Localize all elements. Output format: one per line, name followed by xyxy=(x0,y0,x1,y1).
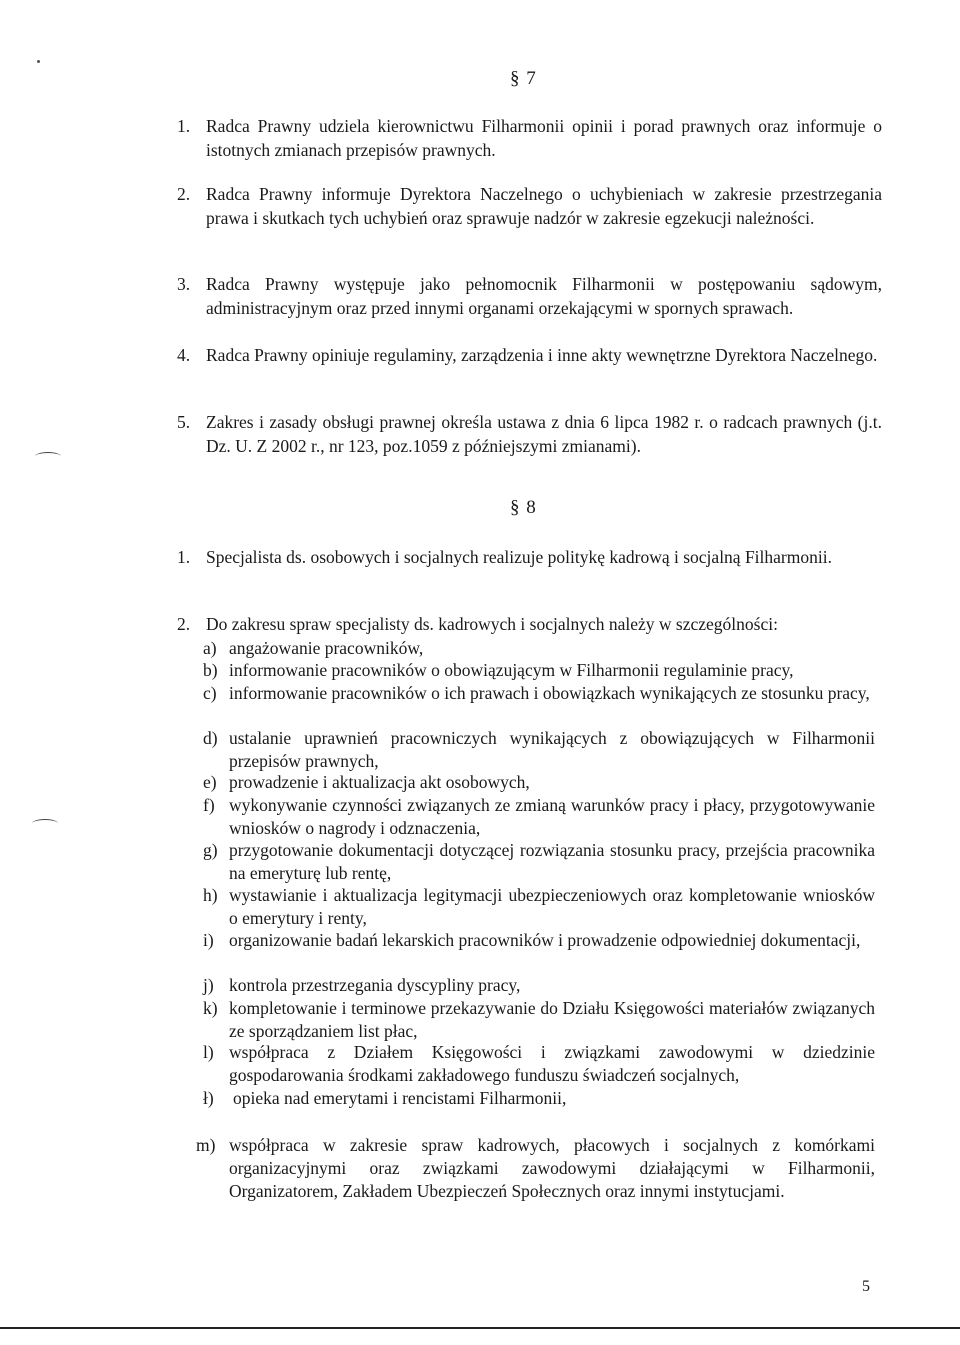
scan-speck xyxy=(37,60,40,63)
subitem-letter: d) xyxy=(203,728,218,748)
subitem-k xyxy=(203,997,875,1043)
item-number: 5. xyxy=(177,412,191,432)
subitem-letter: h) xyxy=(203,885,218,905)
subitem-letter: g) xyxy=(203,840,218,860)
item-number: 1. xyxy=(177,547,191,567)
section-7-item-3 xyxy=(177,272,882,320)
subitem-text: opieka nad emerytami i rencistami Filharmonii, xyxy=(233,1088,567,1108)
section-7-item-4 xyxy=(177,343,882,367)
subitem-j xyxy=(203,974,875,997)
subitem-text: angażowanie pracowników, xyxy=(229,638,424,658)
subitem-text: organizowanie badań lekarskich pracowników i prowadzenie odpowiedniej dokumentacji, xyxy=(229,930,861,950)
item-number: 3. xyxy=(177,274,191,294)
section-8-item-2 xyxy=(177,612,892,636)
subitem-letter: m) xyxy=(196,1135,216,1155)
subitem-letter: e) xyxy=(203,772,217,792)
subitem-text: informowanie pracowników o obowiązującym w Filharmonii regulaminie pracy, xyxy=(229,660,794,680)
subitem-a xyxy=(203,637,875,660)
subitem-text: ustalanie uprawnień pracowniczych wynikających z obowiązujących w Filharmonii przepisów prawnych, xyxy=(229,728,875,771)
subitem-g xyxy=(203,839,875,885)
subitem-f xyxy=(203,794,875,840)
subitem-text: współpraca w zakresie spraw kadrowych, płacowych i socjalnych z komórkami organizacyjnymi oraz związkami zawodowymi działającymi w Filharmonii, Organizatorem, Zakładem Ubezpieczeń Społecznych oraz innymi instytucjami. xyxy=(229,1135,875,1201)
subitem-letter: l) xyxy=(203,1042,214,1062)
item-text: Radca Prawny opiniuje regulaminy, zarządzenia i inne akty wewnętrzne Dyrektora Naczelnego. xyxy=(206,345,878,365)
section-7-item-2 xyxy=(177,182,882,230)
subitem-b xyxy=(203,659,875,682)
subitem-letter: b) xyxy=(203,660,218,680)
section-8-heading: § 8 xyxy=(510,497,537,518)
item-text: Zakres i zasady obsługi prawnej określa ustawa z dnia 6 lipca 1982 r. o radcach prawnych (j.t. Dz. U. Z 2002 r., nr 123, poz.1059 z późniejszymi zmianami). xyxy=(206,412,882,456)
subitem-m xyxy=(196,1134,875,1203)
item-number: 1. xyxy=(177,116,191,136)
section-8-item-1 xyxy=(177,545,892,569)
subitem-e xyxy=(203,771,875,794)
subitem-text: wykonywanie czynności związanych ze zmianą warunków pracy i płacy, przygotowywanie wniosków o nagrody i odznaczenia, xyxy=(229,795,875,838)
page-number: 5 xyxy=(862,1278,870,1295)
bottom-rule xyxy=(0,1327,960,1329)
item-text: Radca Prawny udziela kierownictwu Filharmonii opinii i porad prawnych oraz informuje o istotnych zmianach przepisów prawnych. xyxy=(206,116,882,160)
subitem-l-stroke xyxy=(203,1087,875,1110)
section-7-heading: § 7 xyxy=(510,68,537,89)
subitem-text: informowanie pracowników o ich prawach i obowiązkach wynikających ze stosunku pracy, xyxy=(229,683,870,703)
subitem-letter: c) xyxy=(203,683,217,703)
item-number: 4. xyxy=(177,345,191,365)
subitem-c xyxy=(203,682,875,705)
item-text: Radca Prawny informuje Dyrektora Naczelnego o uchybieniach w zakresie przestrzegania prawa i skutkach tych uchybień oraz sprawuje nadzór w zakresie egzekucji należności. xyxy=(206,184,882,228)
subitem-text: kompletowanie i terminowe przekazywanie do Działu Księgowości materiałów związanych ze sporządzaniem list płac, xyxy=(229,998,875,1041)
item-number: 2. xyxy=(177,614,191,634)
subitem-i xyxy=(203,929,875,952)
subitem-text: wystawianie i aktualizacja legitymacji ubezpieczeniowych oraz kompletowanie wniosków o emerytury i renty, xyxy=(229,885,875,928)
subitem-text: przygotowanie dokumentacji dotyczącej rozwiązania stosunku pracy, przejścia pracownika na emeryturę lub rentę, xyxy=(229,840,875,883)
item-text: Specjalista ds. osobowych i socjalnych realizuje politykę kadrową i socjalną Filharmonii. xyxy=(206,547,832,567)
subitem-text: współpraca z Działem Księgowości i związkami zawodowymi w dziedzinie gospodarowania środkami zakładowego funduszu świadczeń socjalnych, xyxy=(229,1042,875,1085)
subitem-letter: k) xyxy=(203,998,218,1018)
subitem-h xyxy=(203,884,875,930)
section-7-item-1 xyxy=(177,114,882,162)
margin-scribble xyxy=(32,819,58,828)
item-number: 2. xyxy=(177,184,191,204)
subitem-letter: f) xyxy=(203,795,215,815)
item-text: Radca Prawny występuje jako pełnomocnik Filharmonii w postępowaniu sądowym, administracyjnym oraz przed innymi organami orzekającymi w spornych sprawach. xyxy=(206,274,882,318)
subitem-l xyxy=(203,1041,875,1087)
margin-scribble xyxy=(35,452,61,461)
subitem-d xyxy=(203,727,875,773)
section-7-item-5 xyxy=(177,410,882,458)
subitem-letter: j) xyxy=(203,975,214,995)
subitem-letter: ł) xyxy=(203,1088,214,1108)
subitem-letter: i) xyxy=(203,930,214,950)
subitem-text: prowadzenie i aktualizacja akt osobowych, xyxy=(229,772,530,792)
subitem-text: kontrola przestrzegania dyscypliny pracy, xyxy=(229,975,521,995)
subitem-letter: a) xyxy=(203,638,217,658)
item-text: Do zakresu spraw specjalisty ds. kadrowych i socjalnych należy w szczególności: xyxy=(206,614,778,634)
